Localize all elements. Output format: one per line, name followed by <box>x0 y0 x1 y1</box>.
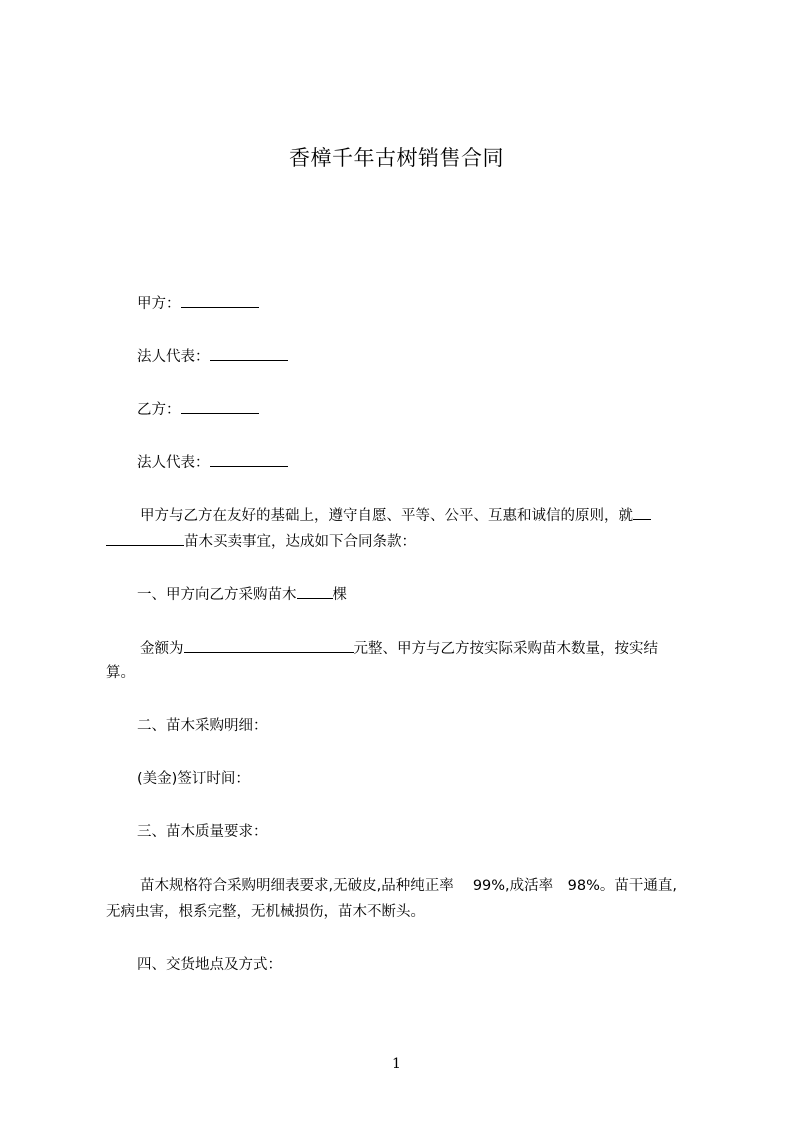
page-number: 1 <box>392 1056 401 1072</box>
quality-line-2: 无病虫害，根系完整，无机械损伤，苗木不断头。 <box>106 904 425 920</box>
party-b-label: 乙方： <box>137 402 181 418</box>
amount-suffix: 元整、甲方与乙方按实际采购苗木数量，按实结 <box>353 641 658 657</box>
preamble-line-2 <box>106 530 416 552</box>
clause-1-prefix: 一、甲方向乙方采购苗木 <box>137 587 297 603</box>
party-a-legal-rep-label: 法人代表： <box>137 349 210 365</box>
quality-line-1: 苗木规格符合采购明细表要求,无破皮,品种纯正率 99%,成活率 98%。苗干通直, <box>140 878 677 894</box>
amount-line-2: 算。 <box>106 665 135 681</box>
clause-2-heading: 二、苗木采购明细： <box>137 718 268 734</box>
amount-line-1 <box>140 637 658 659</box>
preamble-text-2: 苗木买卖事宜，达成如下合同条款： <box>184 534 416 550</box>
party-b-legal-rep-label: 法人代表： <box>137 455 210 471</box>
party-a-legal-rep-line <box>137 345 288 367</box>
clause-1-quantity-blank <box>297 583 333 599</box>
preamble-blank-end <box>106 530 184 546</box>
party-a-legal-rep-blank <box>210 345 288 361</box>
preamble-line-1 <box>140 504 651 526</box>
amount-blank <box>184 637 354 653</box>
preamble-blank-start <box>633 504 651 520</box>
party-a-label: 甲方： <box>137 296 181 312</box>
preamble-text-1: 甲方与乙方在友好的基础上，遵守自愿、平等、公平、互惠和诚信的原则，就 <box>140 508 633 524</box>
document-title: 香樟千年古树销售合同 <box>289 146 504 170</box>
clause-4-heading: 四、交货地点及方式： <box>137 957 282 973</box>
amount-prefix: 金额为 <box>140 641 184 657</box>
party-a-blank <box>181 292 259 308</box>
party-b-legal-rep-blank <box>210 451 288 467</box>
party-b-legal-rep-line <box>137 451 288 473</box>
party-b-blank <box>181 398 259 414</box>
party-b-line <box>137 398 259 420</box>
signing-time-label: (美金)签订时间： <box>137 771 250 787</box>
clause-3-heading: 三、苗木质量要求： <box>137 824 268 840</box>
clause-1-suffix: 棵 <box>332 587 347 603</box>
clause-1-line <box>137 583 347 605</box>
party-a-line <box>137 292 259 314</box>
